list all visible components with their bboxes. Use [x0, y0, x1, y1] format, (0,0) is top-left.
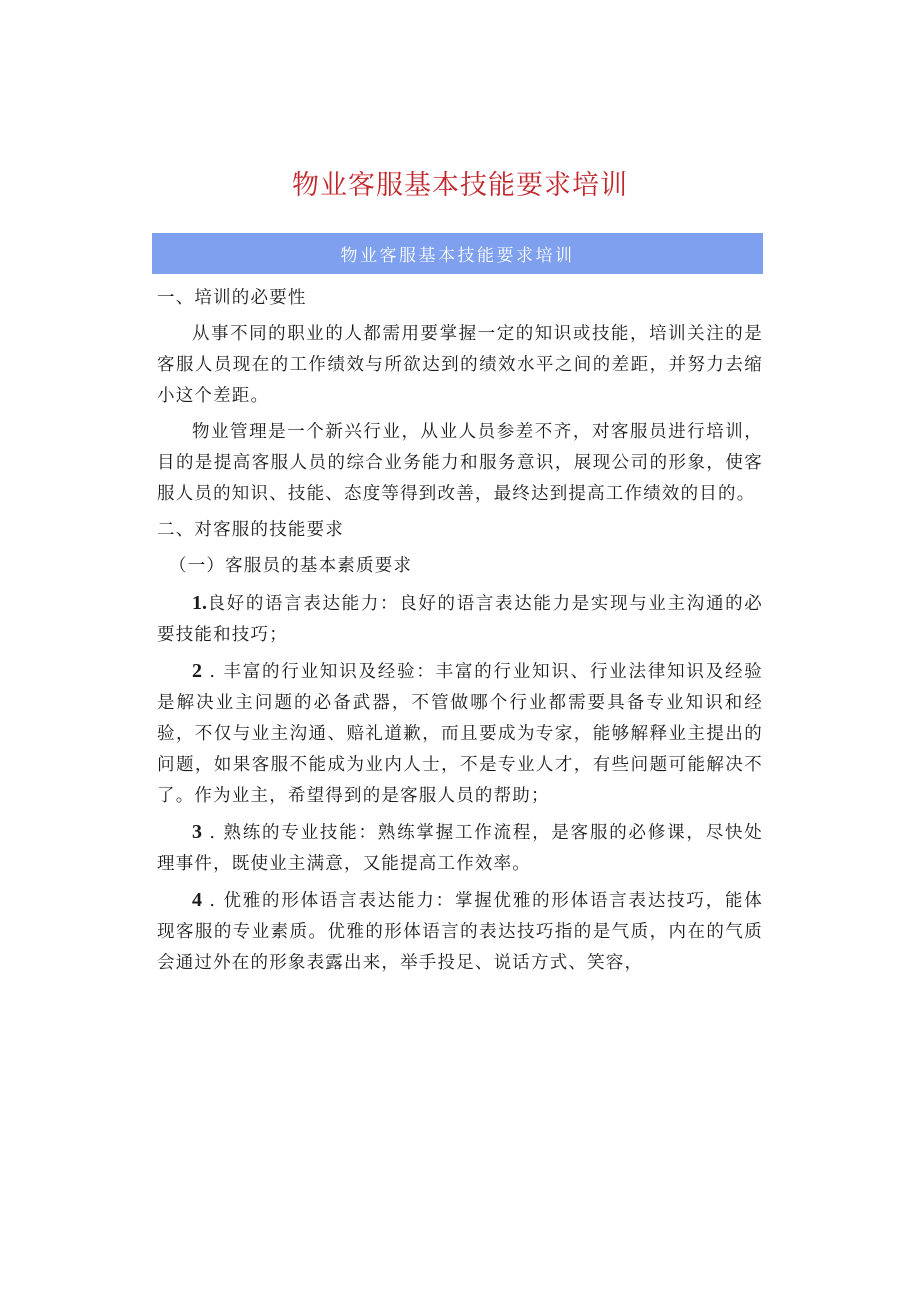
item-text: . 优雅的形体语言表达能力：掌握优雅的形体语言表达技巧，能体现客服的专业素质。优雅的形体语言的表达技巧指的是气质，内在的气质会通过外在的形象表露出来，举手投足、说话方式、笑容，	[157, 891, 763, 973]
page-title: 物业客服基本技能要求培训	[292, 170, 628, 201]
item-number: 3	[192, 821, 202, 843]
section-heading-1: 一、培训的必要性	[157, 288, 307, 308]
list-item	[157, 588, 763, 651]
paragraph: 物业管理是一个新兴行业，从业人员参差不齐，对客服员进行培训，目的是提高客服人员的综合业务能力和服务意识，展现公司的形象，使客服人员的知识、技能、态度等得到改善，最终达到提高工作绩效的目的。	[157, 422, 763, 504]
list-item	[157, 817, 763, 880]
item-text: . 丰富的行业知识及经验：丰富的行业知识、行业法律知识及经验是解决业主问题的必备武器，不管做哪个行业都需要具备专业知识和经验，不仅与业主沟通、赔礼道歉，而且要成为专家，能够解释业主提出的问题，如果客服不能成为业内人士，不是专业人才，有些问题可能解决不了。作为业主，希望得到的是客服人员的帮助；	[157, 662, 763, 806]
item-text: . 熟练的专业技能：熟练掌握工作流程，是客服的必修课，尽快处理事件，既使业主满意，又能提高工作效率。	[157, 823, 763, 874]
item-number: 2	[192, 660, 202, 682]
paragraph: 从事不同的职业的人都需用要掌握一定的知识或技能，培训关注的是客服人员现在的工作绩效与所欲达到的绩效水平之间的差距，并努力去缩小这个差距。	[157, 324, 763, 406]
section-heading-2: 二、对客服的技能要求	[157, 520, 344, 540]
list-item	[157, 656, 763, 812]
subsection-heading: （一）客服员的基本素质要求	[169, 556, 413, 576]
item-text: 良好的语言表达能力：良好的语言表达能力是实现与业主沟通的必要技能和技巧；	[157, 594, 763, 645]
document-body	[157, 283, 763, 984]
title-banner: 物业客服基本技能要求培训	[152, 233, 763, 274]
item-number: 1.	[192, 592, 207, 614]
item-number: 4	[192, 889, 202, 911]
list-item	[157, 885, 763, 979]
